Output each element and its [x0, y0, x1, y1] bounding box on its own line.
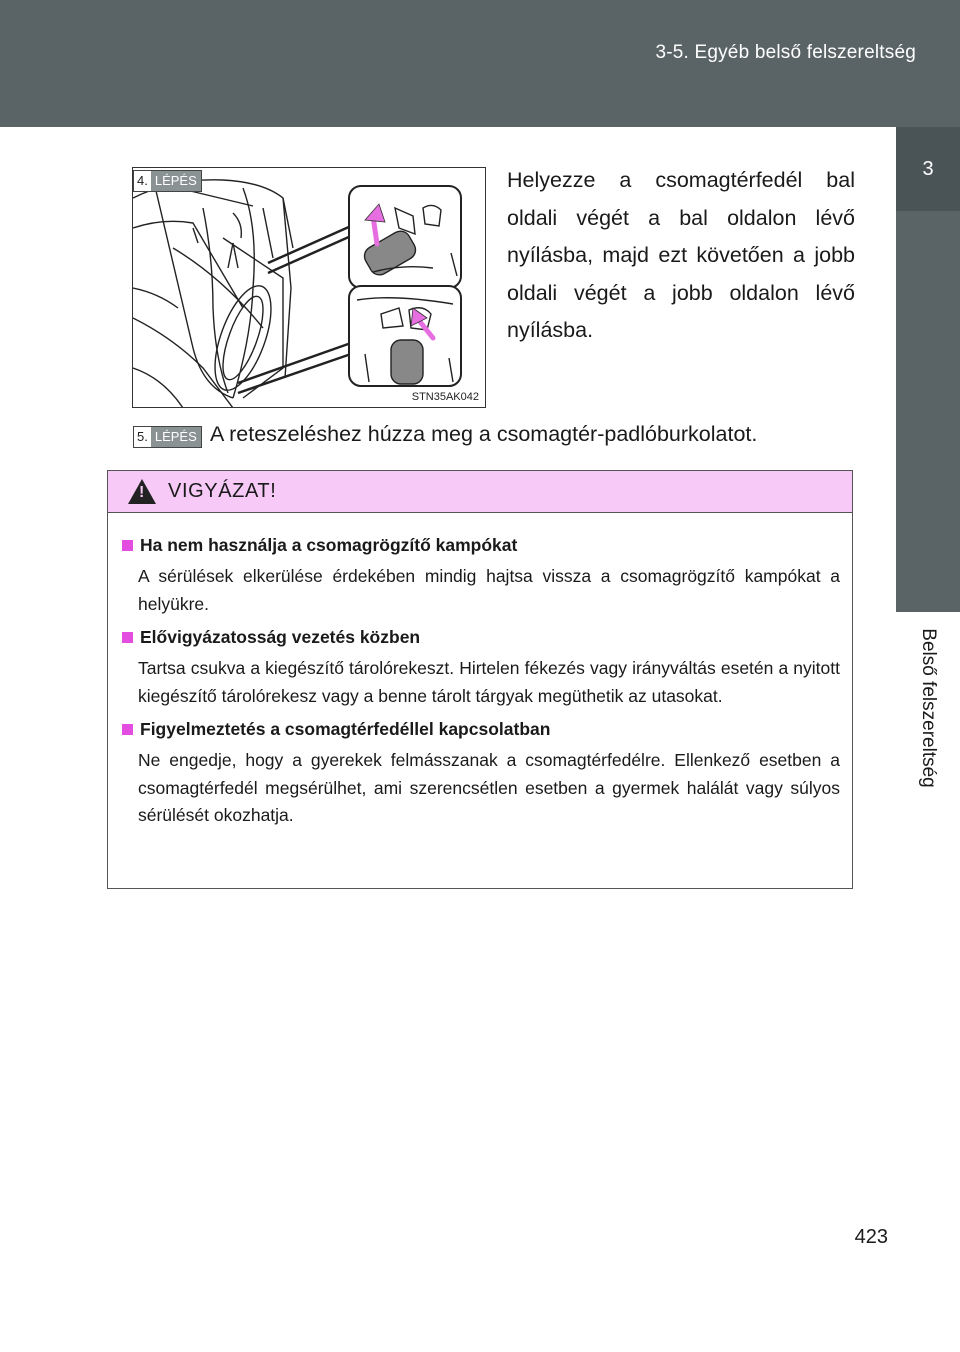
square-bullet-icon [122, 724, 133, 735]
chapter-label: Belső felszereltség [918, 628, 939, 788]
step-4-text: Helyezze a csomagtérfedél bal oldali végét a bal oldalon lévő nyílásba, majd ezt követően a jobb oldali végét a jobb oldalon lévő nyílásba. [507, 168, 855, 342]
caution-item-heading [122, 719, 840, 740]
caution-heading-text: Ha nem használja a csomagrögzítő kampókat [140, 535, 518, 555]
page-number: 423 [854, 1226, 888, 1248]
section-title: 3-5. Egyéb belső felszereltség [655, 42, 916, 63]
page-header [0, 0, 960, 127]
square-bullet-icon [122, 540, 133, 551]
step-word: LÉPÉS [151, 171, 201, 191]
warning-triangle-icon: ! [128, 479, 156, 504]
illustration [132, 167, 486, 408]
step-word: LÉPÉS [151, 427, 201, 447]
caution-item-text: Tartsa csukva a kiegészítő tárolórekeszt. Hirtelen fékezés vagy irányváltás esetén a nyitott kiegészítő tárolórekesz vagy a benne tárolt tárgyak megüthetik az utasokat. [138, 658, 840, 706]
caution-box [107, 470, 853, 889]
step-number: 4. [134, 171, 151, 191]
caution-heading-text: Elővigyázatosság vezetés közben [140, 627, 421, 647]
caution-body [108, 513, 852, 830]
step-5-text: A reteszeléshez húzza meg a csomagtér-padlóburkolatot. [210, 422, 758, 446]
caution-title: VIGYÁZAT! [168, 480, 277, 502]
caution-heading-text: Figyelmeztetés a csomagtérfedéllel kapcsolatban [140, 719, 551, 739]
caution-item-heading [122, 535, 840, 556]
chapter-number: 3 [896, 127, 960, 211]
caution-header [108, 471, 852, 513]
trunk-cover-illustration [133, 168, 486, 408]
step-number: 5. [134, 427, 151, 447]
caution-item-heading [122, 627, 840, 648]
caution-item-text: Ne engedje, hogy a gyerekek felmásszanak a csomagtérfedélre. Ellenkező esetben a csomagtérfedél megsérülhet, ami szerencsétlen esetben a gyermek halálát vagy súlyos sérülését okozhatja. [138, 750, 840, 825]
caution-item-text: A sérülések elkerülése érdekében mindig hajtsa vissza a csomagrögzítő kampókat a helyükre. [138, 566, 840, 614]
figure-code: STN35AK042 [411, 391, 479, 403]
step-badge-5 [133, 426, 202, 448]
square-bullet-icon [122, 632, 133, 643]
step-badge-4 [133, 170, 202, 192]
